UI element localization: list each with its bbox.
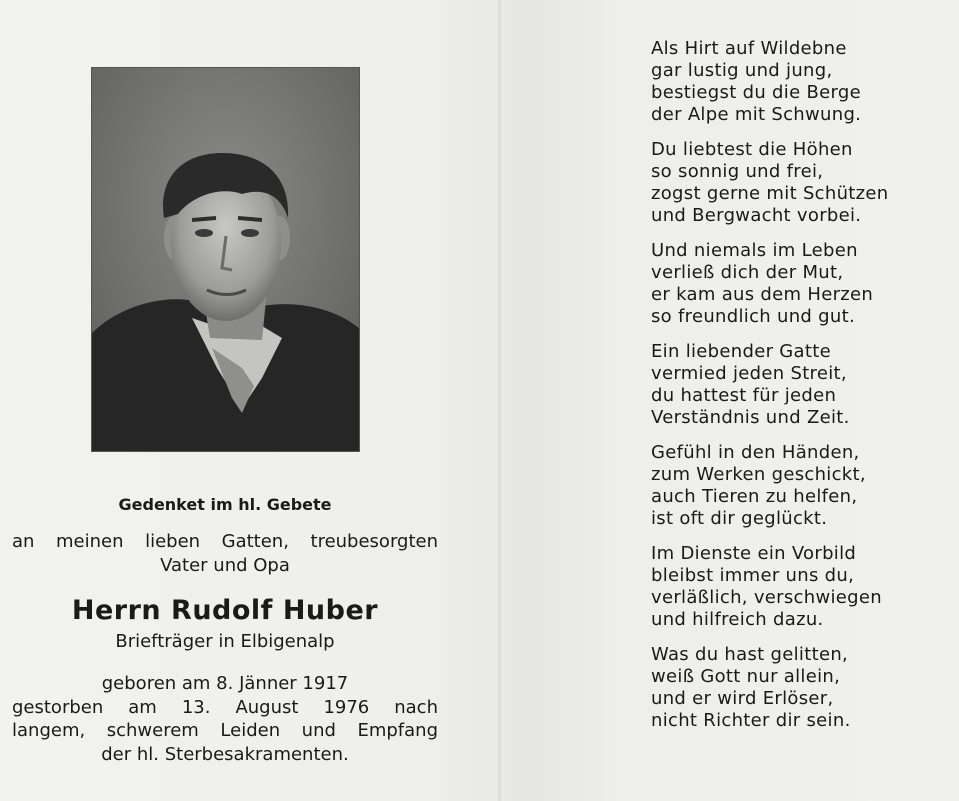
poem-line: bleibst immer uns du, xyxy=(651,565,855,586)
poem-line: verläßlich, verschwiegen xyxy=(651,587,882,608)
occupation: Briefträger in Elbigenalp xyxy=(115,631,335,652)
memorial-poem xyxy=(651,38,951,745)
stanza xyxy=(651,644,951,732)
poem-line: Verständnis und Zeit. xyxy=(651,407,850,428)
sacrament-line: der hl. Sterbesakramenten. xyxy=(101,743,349,765)
poem-line: vermied jeden Streit, xyxy=(651,363,847,384)
poem-line: Gefühl in den Händen, xyxy=(651,442,860,463)
poem-line: nicht Richter dir sein. xyxy=(651,710,851,731)
poem-line: Du liebtest die Höhen xyxy=(651,139,853,160)
poem-line: weiß Gott nur allein, xyxy=(651,666,841,687)
prayer-heading: Gedenket im hl. Gebete xyxy=(118,495,332,514)
dedication-line-1: an meinen lieben Gatten, treubesorgten xyxy=(12,531,438,552)
poem-line: gar lustig und jung, xyxy=(651,60,833,81)
poem-line: zogst gerne mit Schützen xyxy=(651,183,889,204)
dedication-line-2: Vater und Opa xyxy=(160,555,290,576)
stanza xyxy=(651,139,951,227)
poem-line: er kam aus dem Herzen xyxy=(651,284,874,305)
dedication xyxy=(0,530,450,578)
poem-line: zum Werken geschickt, xyxy=(651,464,866,485)
poem-line: Im Dienste ein Vorbild xyxy=(651,543,857,564)
poem-line: und er wird Erlöser, xyxy=(651,688,834,709)
stanza xyxy=(651,341,951,429)
poem-line: ist oft dir geglückt. xyxy=(651,508,828,529)
life-dates xyxy=(0,672,450,766)
poem-line: verließ dich der Mut, xyxy=(651,262,844,283)
poem-line: Was du hast gelitten, xyxy=(651,644,849,665)
card-fold xyxy=(498,0,501,801)
poem-line: Als Hirt auf Wildebne xyxy=(651,38,847,59)
poem-line: so sonnig und frei, xyxy=(651,161,824,182)
stanza xyxy=(651,38,951,126)
stanza xyxy=(651,543,951,631)
poem-line: bestiegst du die Berge xyxy=(651,82,861,103)
stanza xyxy=(651,442,951,530)
poem-line: und Bergwacht vorbei. xyxy=(651,205,862,226)
stanza xyxy=(651,240,951,328)
suffering-line: langem, schwerem Leiden und Empfang xyxy=(12,720,438,741)
portrait-photo xyxy=(91,67,360,452)
poem-line: und hilfreich dazu. xyxy=(651,609,824,630)
death-line: gestorben am 13. August 1976 nach xyxy=(12,696,438,718)
poem-line: auch Tieren zu helfen, xyxy=(651,486,858,507)
poem-line: Ein liebender Gatte xyxy=(651,341,831,362)
deceased-name: Herrn Rudolf Huber xyxy=(71,595,379,626)
poem-line: so freundlich und gut. xyxy=(651,306,855,327)
poem-line: Und niemals im Leben xyxy=(651,240,858,261)
poem-line: der Alpe mit Schwung. xyxy=(651,104,862,125)
birth-line: geboren am 8. Jänner 1917 xyxy=(101,673,349,694)
poem-line: du hattest für jeden xyxy=(651,385,837,406)
